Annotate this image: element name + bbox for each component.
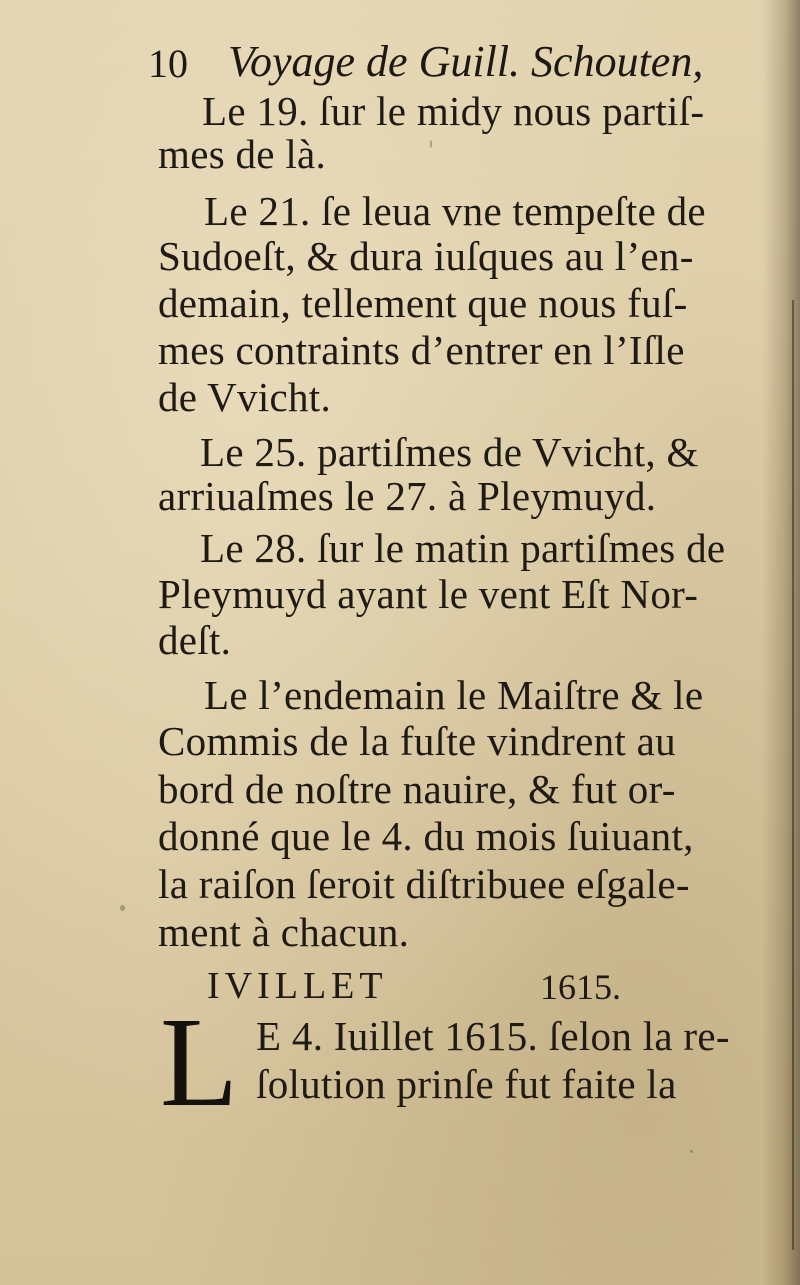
- text-line: mes de là.: [158, 131, 327, 177]
- text-line: Commis de la fuſte vindrent au: [158, 718, 676, 764]
- page-number: 10: [148, 41, 188, 86]
- text-line: de Vvicht.: [158, 374, 332, 420]
- text-line: Le 25. partiſmes de Vvicht, &: [200, 429, 699, 475]
- text-line: deſt.: [158, 617, 232, 663]
- text-line: ment à chacun.: [158, 909, 410, 955]
- text-line: demain, tellement que nous fuſ-: [158, 280, 688, 326]
- text-line: ſolution prinſe fut faite la: [256, 1061, 677, 1107]
- text-line: donné que le 4. du mois ſuiuant,: [158, 813, 694, 859]
- section-heading: IVILLET: [207, 965, 388, 1007]
- text-line: mes contraints d’entrer en l’Iſle: [158, 327, 685, 373]
- paper-speck: [690, 1150, 693, 1153]
- paper-speck: [430, 140, 432, 148]
- text-line: bord de noſtre nauire, & fut or-: [158, 766, 676, 812]
- text-line: Sudoeſt, & dura iuſques au l’en-: [158, 233, 694, 279]
- text-line: arriuaſmes le 27. à Pleymuyd.: [158, 473, 657, 519]
- text-line: Pleymuyd ayant le vent Eſt Nor-: [158, 571, 699, 617]
- text-line: E 4. Iuillet 1615. ſelon la re-: [256, 1013, 730, 1059]
- text-line: Le l’endemain le Maiſtre & le: [204, 672, 704, 718]
- text-line: Le 21. ſe leua vne tempeſte de: [204, 188, 706, 234]
- text-line: la raiſon ſeroit diſtribuee eſgale-: [158, 861, 690, 907]
- text-line: Le 28. ſur le matin partiſmes de: [200, 525, 726, 571]
- drop-cap: L: [160, 991, 239, 1133]
- section-year: 1615.: [540, 967, 621, 1007]
- text-line: Le 19. ſur le midy nous partiſ-: [202, 88, 705, 134]
- running-title: Voyage de Guill. Schouten,: [228, 37, 704, 86]
- paper-speck: [120, 905, 125, 911]
